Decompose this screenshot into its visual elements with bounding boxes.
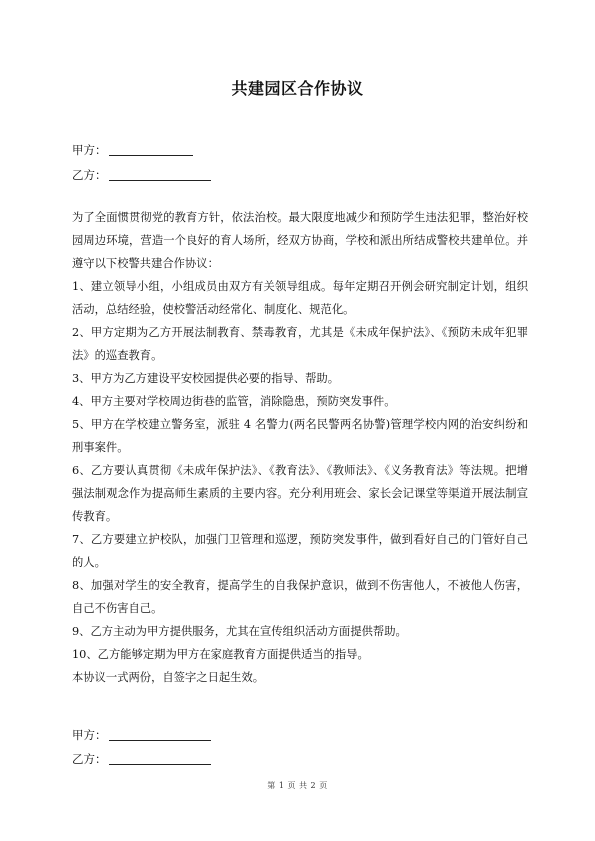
intro-paragraph: 为了全面惯贯彻党的教育方针，依法治校。最大限度地减少和预防学生违法犯罪，整治好校园周边环境，营造一个良好的育人场所，经双方协商，学校和派出所结成警校共建单位。并遵守以下校警共建合作协议： <box>72 211 528 270</box>
agreement-body <box>72 206 528 689</box>
page-number: 第 1 页 共 2 页 <box>267 781 328 790</box>
clause-3: 3、甲方为乙方建设平安校园提供必要的指导、帮助。 <box>72 372 340 385</box>
clause-1: 1、建立领导小组，小组成员由双方有关领导组成。每年定期召开例会研究制定计划，组织活动，总结经验，使校警活动经常化、制度化、规范化。 <box>72 280 528 316</box>
clause-8: 8、加强对学生的安全教育，提高学生的自我保护意识，做到不伤害他人，不被他人伤害，自己不伤害自己。 <box>72 579 528 615</box>
footer-party-a-label: 甲方： <box>72 728 107 742</box>
document-title: 共建园区合作协议 <box>231 79 364 98</box>
header-party-b-blank <box>109 168 211 181</box>
clause-6: 6、乙方要认真贯彻《未成年保护法》、《教育法》、《教师法》、《义务教育法》等法规。把增强法制观念作为提高师生素质的主要内容。充分利用班会、家长会记课堂等渠道开展法制宣传教育。 <box>72 464 528 523</box>
footer-party-b-line <box>72 751 211 767</box>
header-party-a-blank <box>109 143 193 156</box>
clause-4: 4、甲方主要对学校周边街巷的监管，消除隐患，预防突发事件。 <box>72 395 396 408</box>
clause-2: 2、甲方定期为乙方开展法制教育、禁毒教育，尤其是《未成年保护法》、《预防未成年犯罪法》的巡查教育。 <box>72 326 528 362</box>
header-party-b-line <box>72 167 211 183</box>
clause-10: 10、乙方能够定期为甲方在家庭教育方面提供适当的指导。 <box>72 648 369 661</box>
footer-party-a-line <box>72 727 211 743</box>
header-party-a-label: 甲方： <box>72 143 107 157</box>
footer-party-a-blank <box>109 728 211 741</box>
effective-clause: 本协议一式两份，自签字之日起生效。 <box>72 671 265 684</box>
clause-7: 7、乙方要建立护校队，加强门卫管理和巡逻，预防突发事件，做到看好自己的门管好自己的人。 <box>72 533 528 569</box>
clause-5: 5、甲方在学校建立警务室，派驻 4 名警力(两名民警两名协警)管理学校内网的治安纠纷和刑事案件。 <box>72 418 528 454</box>
footer-party-b-blank <box>109 752 211 765</box>
header-party-b-label: 乙方： <box>72 168 107 182</box>
header-party-a-line <box>72 142 193 158</box>
footer-party-b-label: 乙方： <box>72 752 107 766</box>
clause-9: 9、乙方主动为甲方提供服务，尤其在宣传组织活动方面提供帮助。 <box>72 625 407 638</box>
